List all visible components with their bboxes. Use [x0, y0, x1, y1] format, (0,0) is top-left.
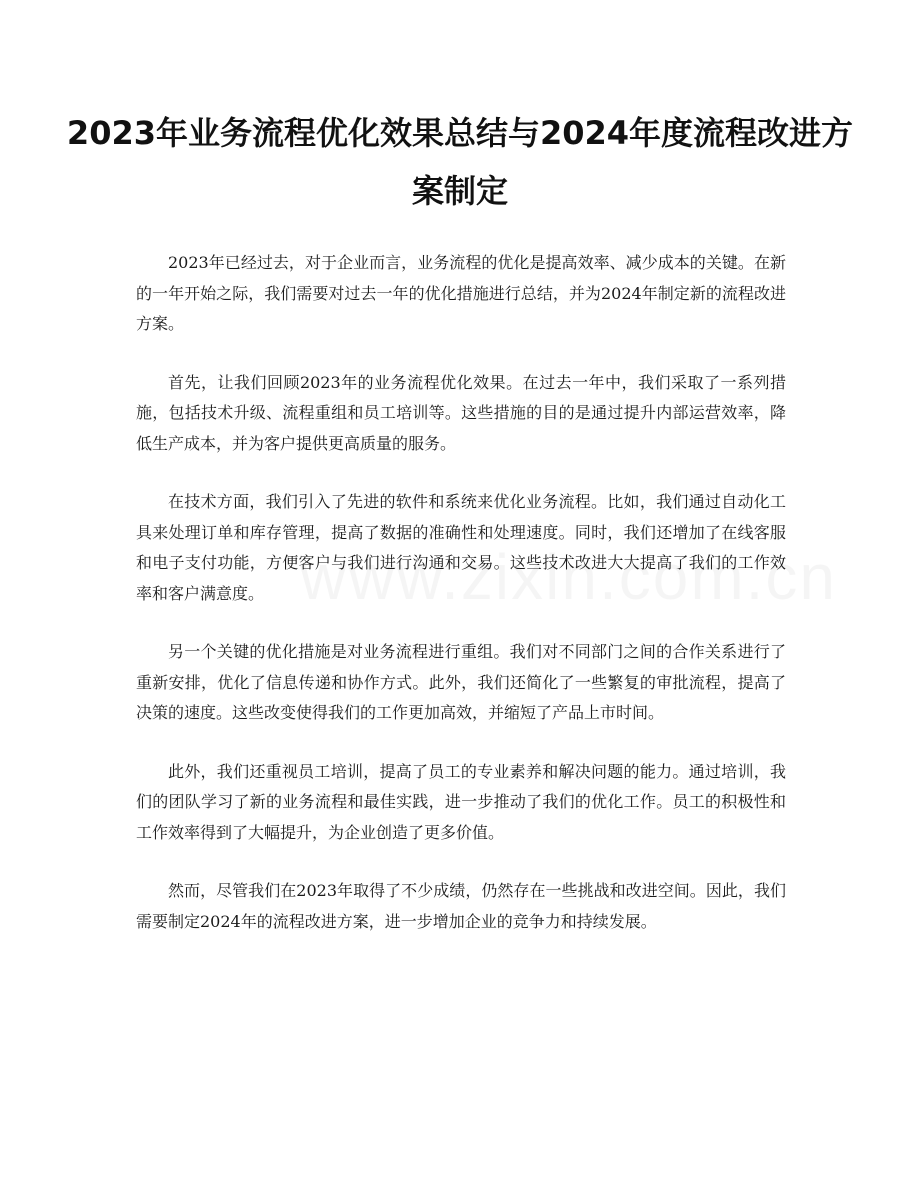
paragraph: 在技术方面，我们引入了先进的软件和系统来优化业务流程。比如，我们通过自动化工具来处理订单和库存管理，提高了数据的准确性和处理速度。同时，我们还增加了在线客服和电子支付功能，方便客户与我们进行沟通和交易。这些技术改进大大提高了我们的工作效率和客户满意度。 — [136, 492, 786, 603]
paragraph: 此外，我们还重视员工培训，提高了员工的专业素养和解决问题的能力。通过培训，我们的团队学习了新的业务流程和最佳实践，进一步推动了我们的优化工作。员工的积极性和工作效率得到了大幅提升，为企业创造了更多价值。 — [136, 761, 786, 842]
paragraph: 另一个关键的优化措施是对业务流程进行重组。我们对不同部门之间的合作关系进行了重新安排，优化了信息传递和协作方式。此外，我们还简化了一些繁复的审批流程，提高了决策的速度。这些改变使得我们的工作更加高效，并缩短了产品上市时间。 — [136, 642, 786, 722]
document-body — [136, 248, 786, 965]
paragraph: 2023年已经过去，对于企业而言，业务流程的优化是提高效率、减少成本的关键。在新的一年开始之际，我们需要对过去一年的优化措施进行总结，并为2024年制定新的流程改进方案。 — [136, 253, 786, 333]
paragraph: 然而，尽管我们在2023年取得了不少成绩，仍然存在一些挑战和改进空间。因此，我们需要制定2024年的流程改进方案，进一步增加企业的竞争力和持续发展。 — [136, 881, 786, 931]
document-title: 2023年业务流程优化效果总结与2024年度流程改进方案制定 — [66, 114, 854, 210]
paragraph: 首先，让我们回顾2023年的业务流程优化效果。在过去一年中，我们采取了一系列措施，包括技术升级、流程重组和员工培训等。这些措施的目的是通过提升内部运营效率，降低生产成本，并为客户提供更高质量的服务。 — [136, 372, 786, 453]
